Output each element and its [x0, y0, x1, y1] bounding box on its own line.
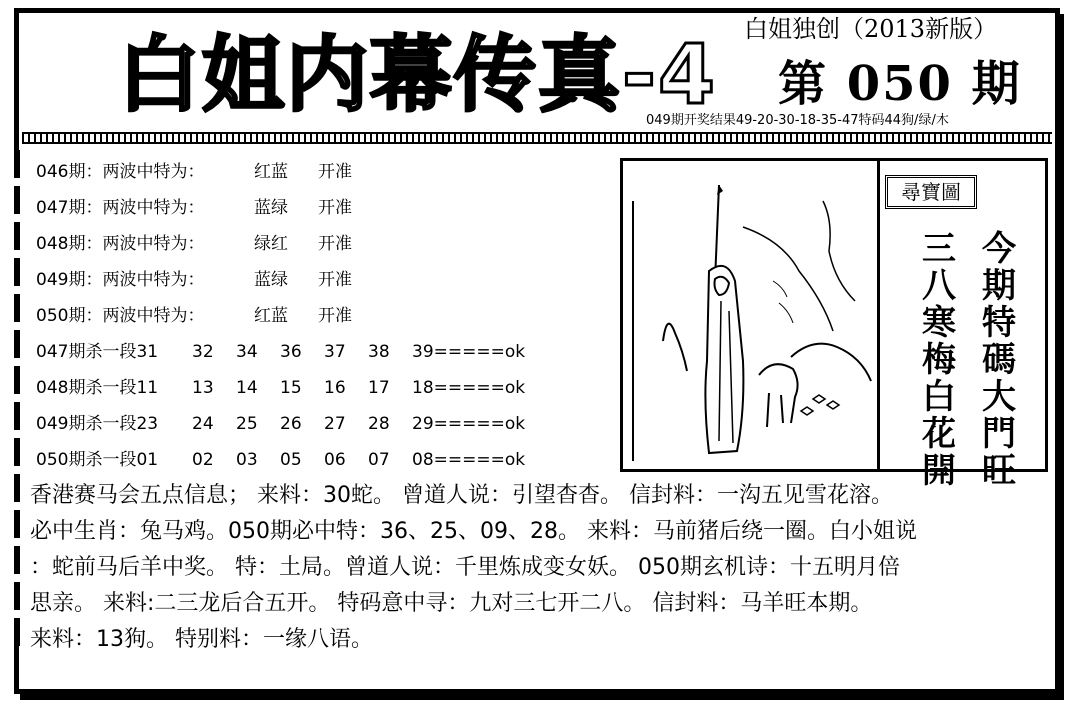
- header-divider: [22, 132, 1052, 144]
- row-colors: 蓝绿: [254, 270, 288, 290]
- row-label: 047期：两波中特为：: [36, 198, 205, 218]
- row-number: 26: [280, 414, 302, 434]
- row-number: 38: [368, 342, 390, 362]
- row-number: 32: [192, 342, 214, 362]
- paragraph-line: ：蛇前马后羊中奖。 特：土局。曾道人说：千里炼成变女妖。 050期玄机诗：十五明月倍: [30, 555, 900, 580]
- row-colors: 绿红: [254, 234, 288, 254]
- row-number: 05: [280, 450, 302, 470]
- row-number: 13: [192, 378, 214, 398]
- row-number: 07: [368, 450, 390, 470]
- row-number: 02: [192, 450, 214, 470]
- row-number: 27: [324, 414, 346, 434]
- row-status: 开准: [318, 162, 352, 182]
- row-last: 18=====ok: [412, 378, 526, 398]
- paragraph-line: 香港赛马会五点信息； 来料：30蛇。 曾道人说：引望杳杳。 信封料：一沟五见雪花溶。: [30, 483, 893, 508]
- kill-segment-row: [36, 334, 596, 370]
- kill-segment-row: [36, 370, 596, 406]
- row-number: 28: [368, 414, 390, 434]
- page-title: 白姐内幕传真-4: [118, 28, 718, 123]
- edition-label: 白姐独创（2013新版）: [744, 15, 998, 43]
- row-status: 开准: [318, 198, 352, 218]
- last-result: 049期开奖结果49-20-30-18-35-47特码44狗/绿/木: [646, 113, 949, 128]
- row-label: 049期杀一段23: [36, 414, 159, 434]
- row-label: 048期杀一段11: [36, 378, 159, 398]
- two-wave-row: [36, 154, 596, 190]
- row-number: 25: [236, 414, 258, 434]
- info-paragraph: [30, 478, 1058, 658]
- row-number: 24: [192, 414, 214, 434]
- paragraph-line: 来料：13狗。 特别料：一缘八语。: [30, 627, 373, 652]
- kill-segment-row: [36, 406, 596, 442]
- two-wave-row: [36, 226, 596, 262]
- row-status: 开准: [318, 306, 352, 326]
- row-number: 06: [324, 450, 346, 470]
- treasure-map-label: 尋寶圖: [885, 175, 977, 209]
- row-label: 050期：两波中特为：: [36, 306, 205, 326]
- two-wave-row: [36, 262, 596, 298]
- row-label: 049期：两波中特为：: [36, 270, 205, 290]
- row-label: 046期：两波中特为：: [36, 162, 205, 182]
- left-margin-bars: [14, 150, 20, 646]
- treasure-box: [620, 158, 1048, 491]
- row-number: 34: [236, 342, 258, 362]
- row-last: 39=====ok: [412, 342, 526, 362]
- row-number: 03: [236, 450, 258, 470]
- row-label: 048期：两波中特为：: [36, 234, 205, 254]
- row-number: 16: [324, 378, 346, 398]
- predictions-list: [36, 154, 596, 478]
- row-number: 37: [324, 342, 346, 362]
- row-colors: 红蓝: [254, 306, 288, 326]
- verse-column-2: 三八寒梅白花開: [922, 229, 956, 491]
- issue-number: 第 050 期: [778, 56, 1022, 112]
- two-wave-row: [36, 298, 596, 334]
- row-label: 047期杀一段31: [36, 342, 159, 362]
- row-label: 050期杀一段01: [36, 450, 159, 470]
- kill-segment-row: [36, 442, 596, 478]
- row-colors: 红蓝: [254, 162, 288, 182]
- two-wave-row: [36, 190, 596, 226]
- row-number: 14: [236, 378, 258, 398]
- row-number: 15: [280, 378, 302, 398]
- row-last: 29=====ok: [412, 414, 526, 434]
- row-number: 36: [280, 342, 302, 362]
- verse-column-1: 今期特碼大門旺: [982, 229, 1016, 491]
- row-status: 开准: [318, 270, 352, 290]
- row-status: 开准: [318, 234, 352, 254]
- paragraph-line: 思亲。 来料:二三龙后合五开。 特码意中寻：九对三七开二八。 信封料：马羊旺本期。: [30, 591, 873, 616]
- paragraph-line: 必中生肖：兔马鸡。050期必中特：36、25、09、28。 来料：马前猪后绕一圈。白小姐说: [30, 519, 917, 544]
- row-last: 08=====ok: [412, 450, 526, 470]
- box-divider: [877, 161, 880, 469]
- row-number: 17: [368, 378, 390, 398]
- scholar-illustration: [623, 161, 875, 469]
- row-colors: 蓝绿: [254, 198, 288, 218]
